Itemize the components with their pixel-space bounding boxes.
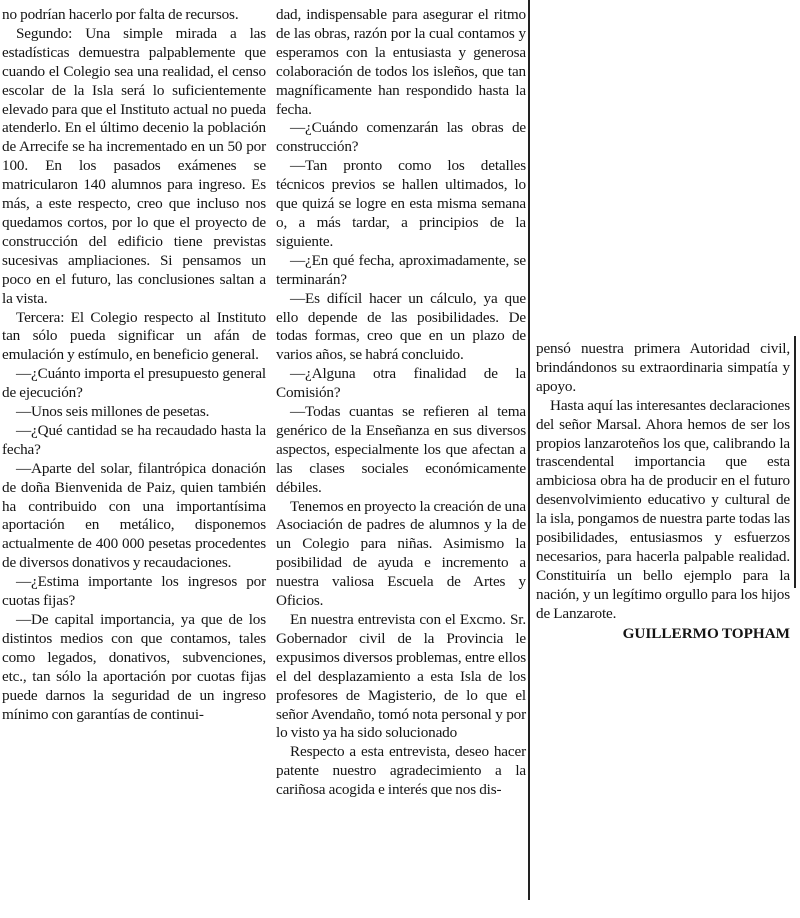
paragraph: —¿Qué cantidad se ha recaudado hasta la fecha? [2,421,266,458]
author-signature: GUILLERMO TOPHAM [622,624,790,642]
column-rule [794,336,796,588]
paragraph: —¿Alguna otra finalidad de la Comisión? [276,365,526,402]
paragraph: —Todas cuantas se refieren al tema genérico de la Enseñanza en sus diversos aspectos, especialmente los que afectan a las clases sociales económicamente débiles. [276,403,526,496]
paragraph: En nuestra entrevista con el Excmo. Sr. Gobernador civil de la Provincia le expusimos diversos problemas, entre ellos el del desplazamiento a esta Isla de los profesores de Magisterio, de lo que el señor Avendaño, tomó nota personal y por lo visto ya ha sido solucionado [276,611,526,742]
paragraph: Hasta aquí las interesantes declaraciones del señor Marsal. Ahora hemos de ser los propios lanzaroteños los que, calibrando la trascendental importancia que esta ambiciosa obra ha de producir en el futuro desenvolvimiento educativo y cultural de la isla, pongamos de nuestra parte todas las posibilidades, entusiasmos y esfuerzos necesarios, para hacerla palpable realidad. Constituiría un bello ejemplo para la nación, y un legítimo orgullo para los hijos de Lanzarote. [536,396,790,622]
paragraph: Segundo: Una simple mirada a las estadísticas demuestra palpablemente que cuando el Colegio sea una realidad, el censo escolar de la Isla será lo suficientemente elevado para que el Instituto actual no pueda atenderlo. En el último decenio la población de Arrecife se ha incrementado en un 50 por 100. En los pasados exámenes se matricularon 140 alumnos para ingreso. Es más, a este respecto, creo que incluso nos quedamos cortos, por lo que el proyecto de construcción del edificio tiene previstas sucesivas ampliaciones. Si pensamos un poco en el futuro, las conclusiones saltan a la vista. [2,24,266,307]
paragraph: Tenemos en proyecto la creación de una Asociación de padres de alumnos y la de un Colegio para niñas. Asimismo la posibilidad de ayuda e incremento a nuestra valiosa Escuela de Artes y Oficios. [276,497,526,610]
paragraph: no podrían hacerlo por falta de recursos. [2,6,239,23]
paragraph: —Unos seis millones de pesetas. [16,403,210,421]
paragraph: —¿Estima importante los ingresos por cuotas fijas? [2,573,266,610]
article-column-3 [536,340,790,644]
paragraph: pensó nuestra primera Autoridad civil, brindándonos su extraordinaria simpatía y apoyo. [536,340,790,395]
article-column-2 [276,6,526,800]
article-column-1 [2,6,266,724]
paragraph: —Aparte del solar, filantrópica donación de doña Bienvenida de Paiz, quien también ha contribuido con una importantísima aportación en metálico, disponemos actualmente de 400 000 pesetas procedentes de diversos donativos y recaudaciones. [2,459,266,572]
paragraph: —Es difícil hacer un cálculo, ya que ello depende de las posibilidades. De todas formas, creo que en un plazo de varios años, se habrá concluido. [276,289,526,364]
paragraph: Tercera: El Colegio respecto al Instituto tan sólo pueda significar un afán de emulación y estímulo, en beneficio general. [2,308,266,364]
paragraph: —¿Cuándo comenzarán las obras de construcción? [276,119,526,156]
paragraph: Respecto a esta entrevista, deseo hacer patente nuestro agradecimiento a la cariñosa acogida e interés que nos dis- [276,743,526,799]
paragraph: —¿En qué fecha, aproximadamente, se terminarán? [276,251,526,288]
column-rule [528,0,530,900]
paragraph: —Tan pronto como los detalles técnicos previos se hallen ultimados, lo que quizá se logre en esta misma semana o, a más tardar, a principios de la siguiente. [276,157,526,250]
paragraph: dad, indispensable para asegurar el ritmo de las obras, razón por la cual contamos y esperamos con la entusiasta y generosa colaboración de todos los isleños, que tan magníficamente han respondido hasta la fecha. [276,6,526,118]
paragraph: —De capital importancia, ya que de los distintos medios con que contamos, tales como legados, donativos, subvenciones, etc., tan sólo la aportación por cuotas fijas puede darnos la seguridad de un ingreso mínimo con garantías de continui- [2,611,266,723]
paragraph: —¿Cuánto importa el presupuesto general de ejecución? [2,365,266,402]
